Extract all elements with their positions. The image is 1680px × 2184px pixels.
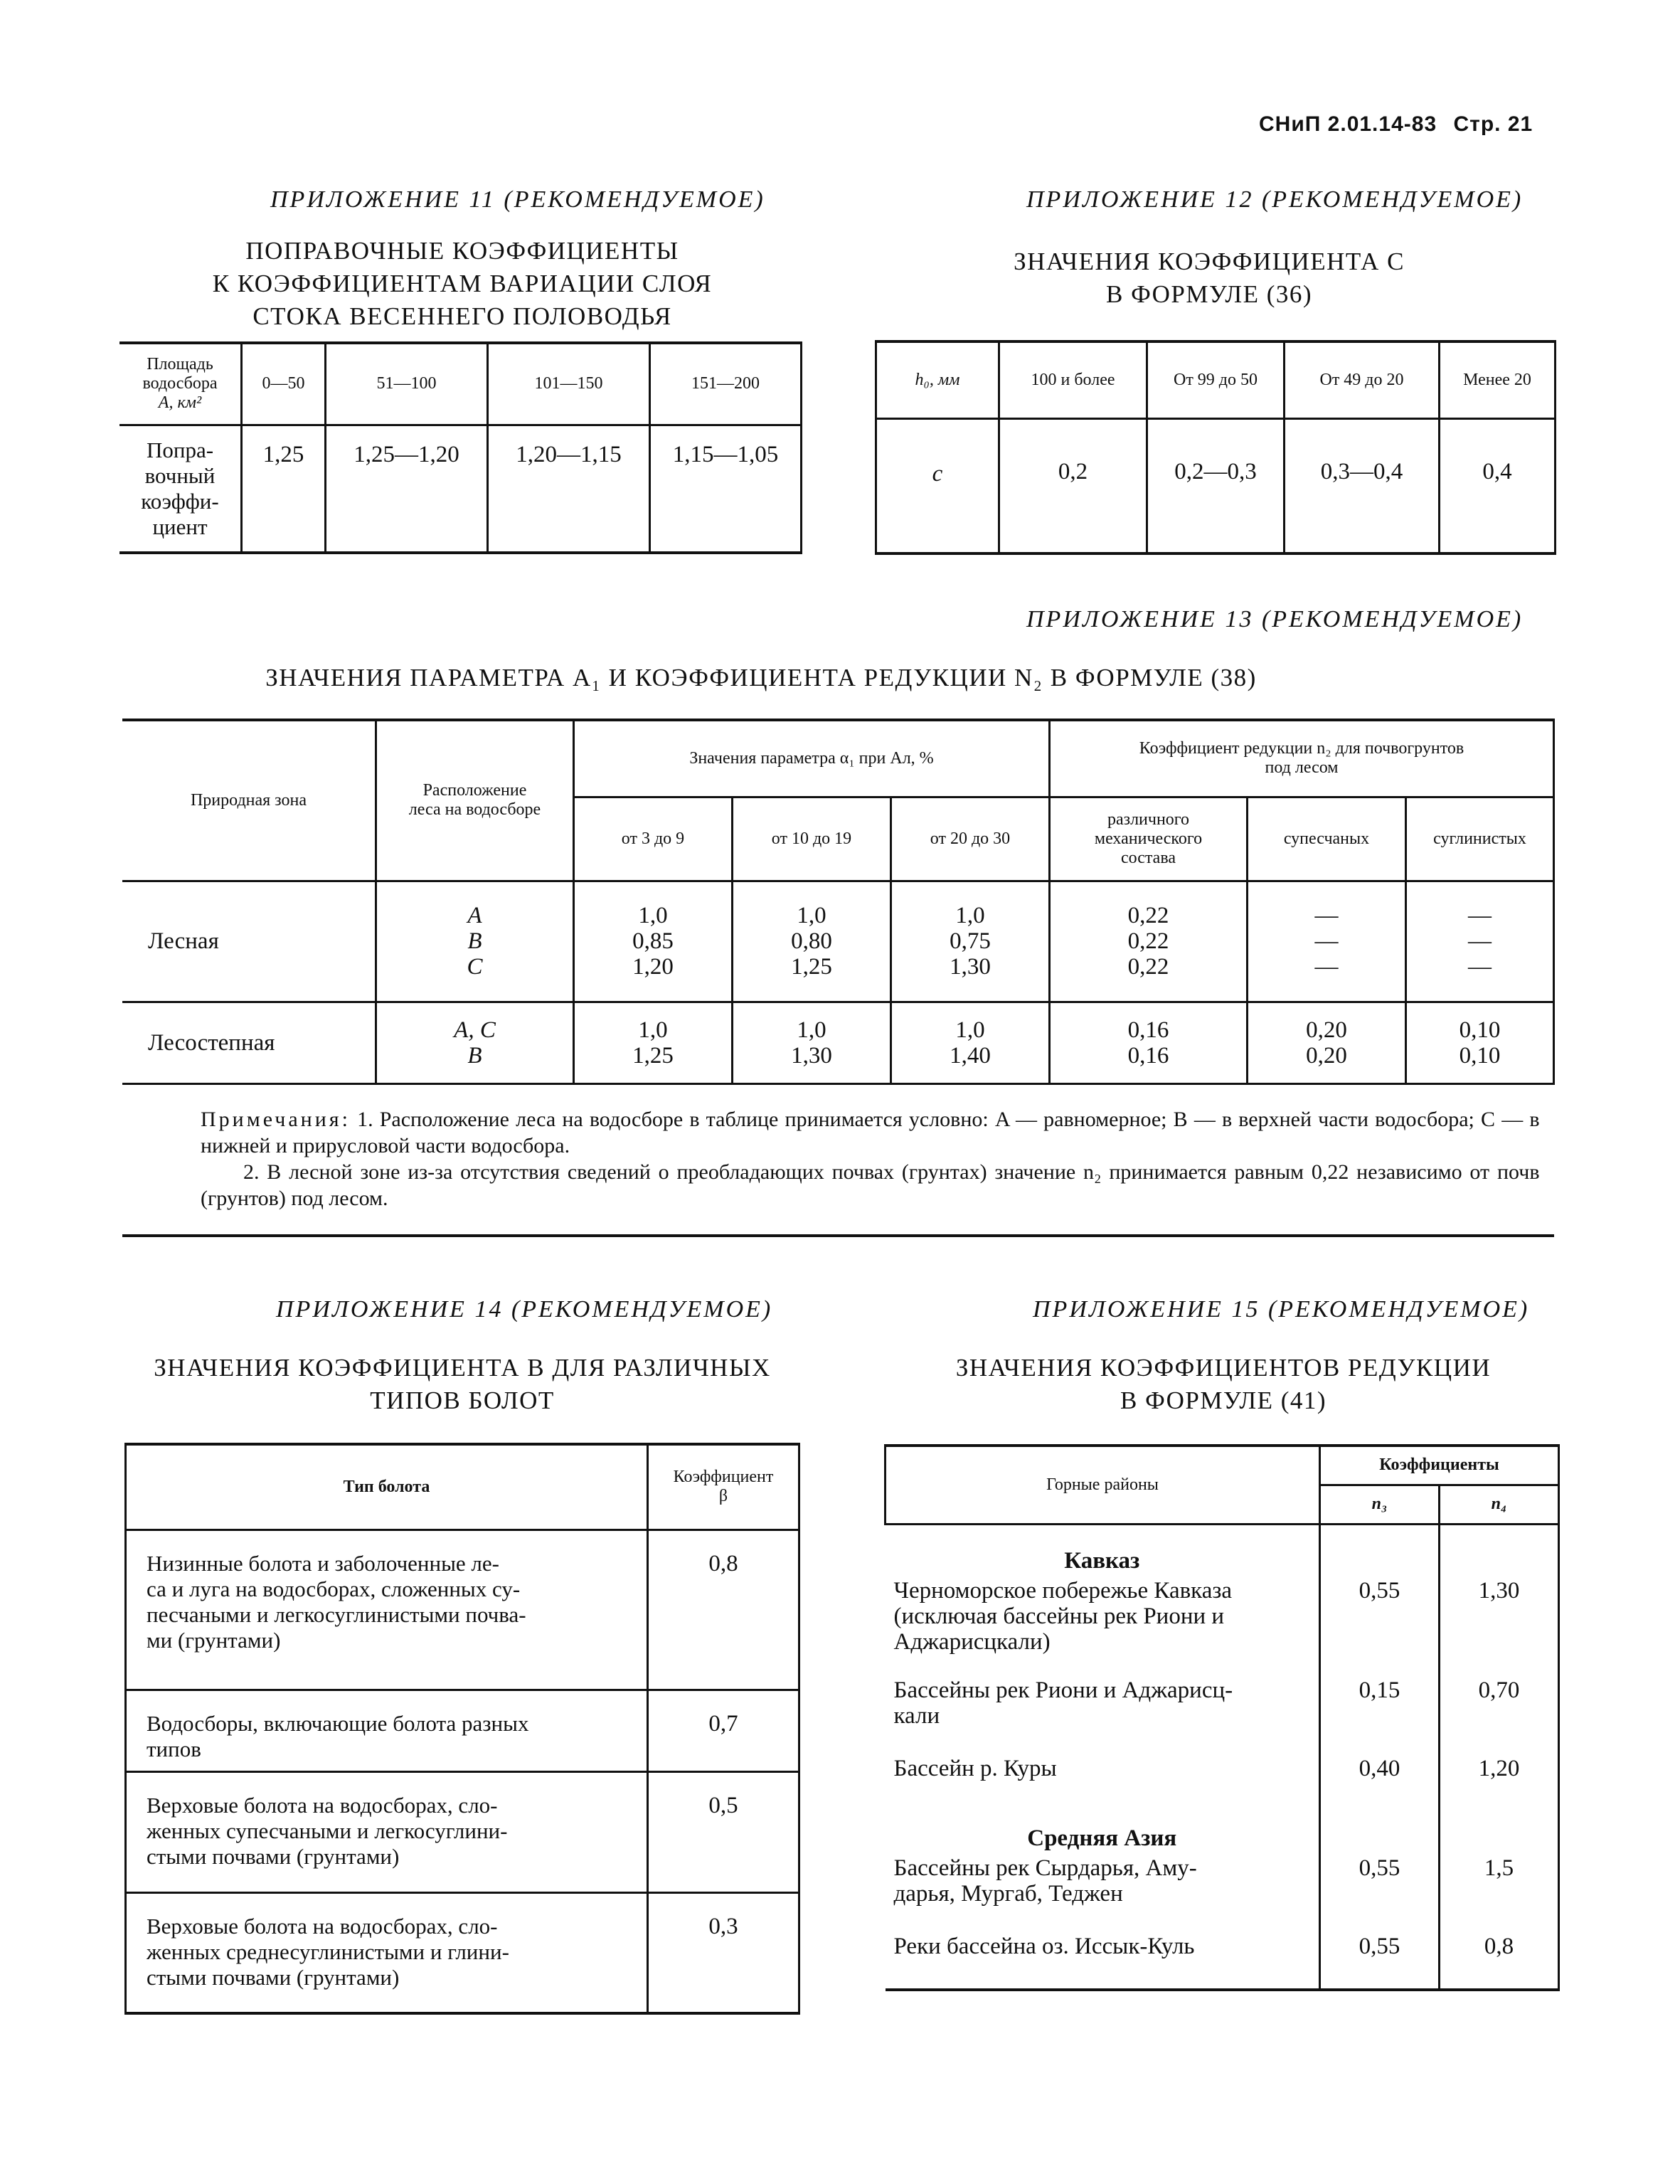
app14-type-2: Верховые болота на водосборах, сло- женных супесчаными и легкосуглини- стыми почвами (грунтами) xyxy=(126,1771,648,1892)
app15-n4-2: 1,20 xyxy=(1440,1751,1559,1808)
app11-value-0: 1,25 xyxy=(242,425,326,553)
app15-col-coef: Коэффициенты xyxy=(1320,1446,1559,1485)
table-row xyxy=(886,1574,1559,1673)
table-row xyxy=(886,1673,1559,1751)
app15-col-n3: n₃ xyxy=(1320,1485,1440,1524)
app13-r3-1: 0,10 0,10 xyxy=(1406,1002,1554,1083)
app14-col-coef: Коэффициент β xyxy=(648,1444,799,1530)
app13-group-alpha: Значения параметра α₁ при Aл, % xyxy=(574,720,1050,797)
app13-group-reduction: Коэффициент редукции n₂ для почвогрунтов под лесом xyxy=(1050,720,1554,797)
app15-label: ПРИЛОЖЕНИЕ 15 (РЕКОМЕНДУЕМОЕ) xyxy=(1033,1296,1530,1322)
app14-table xyxy=(124,1443,800,2015)
app11-label: ПРИЛОЖЕНИЕ 11 (РЕКОМЕНДУЕМОЕ) xyxy=(270,186,765,213)
table-row xyxy=(126,1690,799,1771)
app14-label: ПРИЛОЖЕНИЕ 14 (РЕКОМЕНДУЕМОЕ) xyxy=(276,1296,773,1322)
app12-col-2: От 49 до 20 xyxy=(1285,341,1440,418)
app13-reduction-col-0: различного механического состава xyxy=(1050,797,1248,881)
app15-name-0: Черноморское побережье Кавказа (исключая бассейны рек Риони и Аджарисцкали) xyxy=(886,1574,1320,1673)
app14-title: ЗНАЧЕНИЯ КОЭФФИЦИЕНТА Β ДЛЯ РАЗЛИЧНЫХ ТИПОВ БОЛОТ xyxy=(154,1354,771,1414)
app15-name-2: Бассейн р. Куры xyxy=(886,1751,1320,1808)
app13-r1-1: 0,16 0,16 xyxy=(1050,1002,1248,1083)
app11-col-0: 0—50 xyxy=(242,343,326,425)
app13-col-zone: Природная зона xyxy=(122,720,376,881)
table-row xyxy=(122,1002,1554,1083)
notes-label: Примечания: xyxy=(201,1107,351,1131)
app15-group-kavkaz: Кавказ xyxy=(886,1524,1320,1574)
app15-n3-0: 0,55 xyxy=(1320,1574,1440,1673)
app12-col-0: 100 и более xyxy=(999,341,1147,418)
app13-a2-0: 1,0 0,80 1,25 xyxy=(733,881,891,1002)
app13-loc-1: A, C B xyxy=(376,1002,574,1083)
app14-type-3: Верховые болота на водосборах, сло- женных среднесуглинистыми и глини- стыми почвами (грунтами) xyxy=(126,1892,648,2013)
table-row xyxy=(886,1929,1559,1990)
app11-table xyxy=(119,341,802,554)
app13-a3-1: 1,0 1,40 xyxy=(891,1002,1050,1083)
page-number: Стр. 21 xyxy=(1453,112,1533,136)
app15-n4-1: 0,70 xyxy=(1440,1673,1559,1751)
app13-a3-0: 1,0 0,75 1,30 xyxy=(891,881,1050,1002)
app15-name-4: Реки бассейна оз. Иссык-Куль xyxy=(886,1929,1320,1990)
app13-alpha-col-2: от 20 до 30 xyxy=(891,797,1050,881)
table-row xyxy=(886,1751,1559,1808)
app12-value-0: 0,2 xyxy=(999,418,1147,553)
app11-row-header: Площадь водосбора A, км² xyxy=(119,343,242,425)
app13-r2-0: — — — xyxy=(1248,881,1406,1002)
app13-notes xyxy=(122,1083,1554,1236)
app13-table xyxy=(122,719,1555,1237)
app12-row-label: c xyxy=(876,418,999,553)
app15-n3-1: 0,15 xyxy=(1320,1673,1440,1751)
app12-value-3: 0,4 xyxy=(1440,418,1556,553)
table-row xyxy=(126,1530,799,1690)
table-row xyxy=(886,1851,1559,1929)
app13-a1-1: 1,0 1,25 xyxy=(574,1002,733,1083)
app15-n4-3: 1,5 xyxy=(1440,1851,1559,1929)
app12-col-1: От 99 до 50 xyxy=(1147,341,1285,418)
doc-code: СНиП 2.01.14-83 xyxy=(1259,112,1437,136)
app13-zone-1: Лесостепная xyxy=(122,1002,376,1083)
app14-type-0: Низинные болота и заболоченные ле- са и луга на водосборах, сложенных су- песчаными и легкосуглинистыми почва- ми (грунтами) xyxy=(126,1530,648,1690)
app15-group-asia: Средняя Азия xyxy=(886,1808,1320,1851)
app15-n4-0: 1,30 xyxy=(1440,1574,1559,1673)
app12-table xyxy=(875,340,1556,555)
app15-n3-2: 0,40 xyxy=(1320,1751,1440,1808)
app14-col-type: Тип болота xyxy=(126,1444,648,1530)
app13-r3-0: — — — xyxy=(1406,881,1554,1002)
app15-table xyxy=(884,1444,1560,1991)
app15-n3-4: 0,55 xyxy=(1320,1929,1440,1990)
app11-value-3: 1,15—1,05 xyxy=(650,425,802,553)
app15-name-3: Бассейны рек Сырдарья, Аму- дарья, Мургаб, Теджен xyxy=(886,1851,1320,1929)
app15-col-region: Горные районы xyxy=(886,1446,1320,1524)
app13-reduction-col-2: суглинистых xyxy=(1406,797,1554,881)
app13-reduction-col-1: супесчаных xyxy=(1248,797,1406,881)
app14-coef-3: 0,3 xyxy=(648,1892,799,2013)
table-row xyxy=(126,1771,799,1892)
app13-a1-0: 1,0 0,85 1,20 xyxy=(574,881,733,1002)
app12-value-1: 0,2—0,3 xyxy=(1147,418,1285,553)
app15-n3-3: 0,55 xyxy=(1320,1851,1440,1929)
app15-title: ЗНАЧЕНИЯ КОЭФФИЦИЕНТОВ РЕДУКЦИИ В ФОРМУЛЕ (41) xyxy=(955,1354,1492,1414)
app13-r1-0: 0,22 0,22 0,22 xyxy=(1050,881,1248,1002)
app12-value-2: 0,3—0,4 xyxy=(1285,418,1440,553)
app13-alpha-col-0: от 3 до 9 xyxy=(574,797,733,881)
app11-value-1: 1,25—1,20 xyxy=(326,425,488,553)
note-1: 1. Расположение леса на водосборе в таблице принимается условно: A — равномерное; B — в верхней части водосбора; C — в нижней и прирусловой части водосбора. xyxy=(201,1107,1540,1157)
app12-col-3: Менее 20 xyxy=(1440,341,1556,418)
app14-coef-1: 0,7 xyxy=(648,1690,799,1771)
app14-coef-0: 0,8 xyxy=(648,1530,799,1690)
app12-title: ЗНАЧЕНИЯ КОЭФФИЦИЕНТА C В ФОРМУЛЕ (36) xyxy=(1014,248,1405,308)
page-header xyxy=(1259,112,1533,137)
app15-n4-4: 0,8 xyxy=(1440,1929,1559,1990)
table-row xyxy=(122,881,1554,1002)
app12-label: ПРИЛОЖЕНИЕ 12 (РЕКОМЕНДУЕМОЕ) xyxy=(1026,186,1524,213)
note-2: 2. В лесной зоне из-за отсутствия сведений о преобладающих почвах (грунтах) значение n₂ принимается равным 0,22 независимо от почв (грунтов) под лесом. xyxy=(201,1160,1540,1210)
app13-alpha-col-1: от 10 до 19 xyxy=(733,797,891,881)
app13-loc-0: A B C xyxy=(376,881,574,1002)
app11-value-2: 1,20—1,15 xyxy=(488,425,650,553)
app11-col-1: 51—100 xyxy=(326,343,488,425)
app15-col-n4: n₄ xyxy=(1440,1485,1559,1524)
app14-type-1: Водосборы, включающие болота разных типов xyxy=(126,1690,648,1771)
app13-col-location: Расположение леса на водосборе xyxy=(376,720,574,881)
app15-name-1: Бассейны рек Риони и Аджарисц- кали xyxy=(886,1673,1320,1751)
app13-r2-1: 0,20 0,20 xyxy=(1248,1002,1406,1083)
app14-coef-2: 0,5 xyxy=(648,1771,799,1892)
app11-row-label: Попра- вочный коэффи- циент xyxy=(119,425,242,553)
app13-label: ПРИЛОЖЕНИЕ 13 (РЕКОМЕНДУЕМОЕ) xyxy=(1026,606,1524,632)
app13-a2-1: 1,0 1,30 xyxy=(733,1002,891,1083)
app13-zone-0: Лесная xyxy=(122,881,376,1002)
app11-title: ПОПРАВОЧНЫЕ КОЭФФИЦИЕНТЫ К КОЭФФИЦИЕНТАМ ВАРИАЦИИ СЛОЯ СТОКА ВЕСЕННЕГО ПОЛОВОДЬЯ xyxy=(212,237,713,330)
app11-col-3: 151—200 xyxy=(650,343,802,425)
table-row xyxy=(126,1892,799,2013)
app11-col-2: 101—150 xyxy=(488,343,650,425)
app12-row-header: h₀, мм xyxy=(876,341,999,418)
app13-title: ЗНАЧЕНИЯ ПАРАМЕТРА Α₁ И КОЭФФИЦИЕНТА РЕДУКЦИИ N₂ В ФОРМУЛЕ (38) xyxy=(265,664,1257,691)
